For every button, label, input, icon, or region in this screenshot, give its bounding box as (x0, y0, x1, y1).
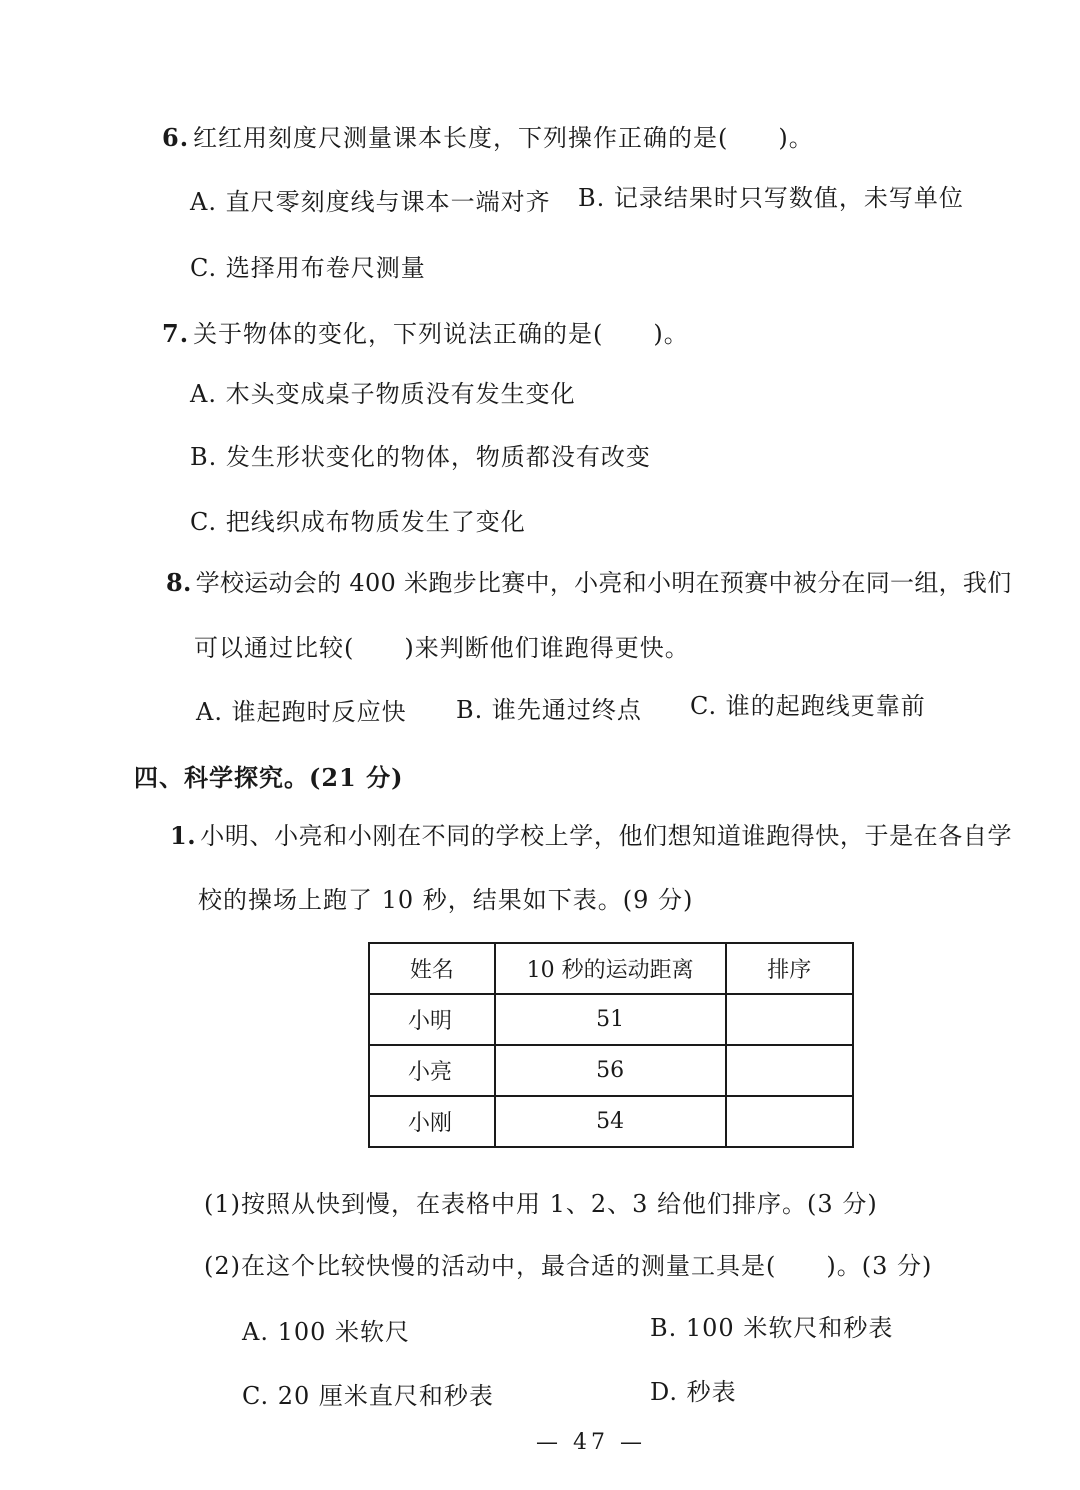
cell-rank[interactable] (726, 1045, 853, 1096)
sub2-option-a: A. 100 米软尺 (242, 1318, 411, 1346)
section4-question-1 (170, 816, 1012, 851)
question-stem: 关于物体的变化，下列说法正确的是( )。 (193, 320, 689, 348)
q8-option-c: C. 谁的起跑线更靠前 (690, 692, 926, 720)
table-header-row (369, 943, 853, 994)
header-distance: 10 秒的运动距离 (495, 943, 726, 994)
table-row (369, 1045, 853, 1096)
q7-option-b: B. 发生形状变化的物体，物质都没有改变 (190, 443, 651, 471)
cell-distance: 56 (495, 1045, 726, 1096)
question-number: 7. (162, 319, 190, 348)
sub-question-2: (2)在这个比较快慢的活动中，最合适的测量工具是( )。(3 分) (204, 1252, 933, 1280)
q6-option-c: C. 选择用布卷尺测量 (190, 254, 426, 282)
q7-option-c: C. 把线织成布物质发生了变化 (190, 508, 526, 536)
q8-option-a: A. 谁起跑时反应快 (196, 698, 407, 726)
sub2-option-d: D. 秒表 (650, 1378, 737, 1406)
cell-rank[interactable] (726, 994, 853, 1045)
question-8 (166, 563, 1012, 598)
q8-stem-line2: 可以通过比较( )来判断他们谁跑得更快。 (194, 634, 690, 662)
question-number: 8. (166, 568, 192, 597)
q7-option-a: A. 木头变成桌子物质没有发生变化 (190, 380, 576, 408)
q6-option-a: A. 直尺零刻度线与课本一端对齐 (190, 188, 551, 216)
sub-question-1: (1)按照从快到慢，在表格中用 1、2、3 给他们排序。(3 分) (204, 1190, 878, 1218)
q8-option-b: B. 谁先通过终点 (456, 696, 642, 724)
sub2-option-b: B. 100 米软尺和秒表 (650, 1314, 894, 1342)
cell-name: 小亮 (369, 1045, 495, 1096)
section4-q1-line2: 校的操场上跑了 10 秒，结果如下表。(9 分) (198, 886, 694, 914)
question-stem: 小明、小亮和小刚在不同的学校上学，他们想知道谁跑得快，于是在各自学 (200, 822, 1013, 850)
cell-distance: 54 (495, 1096, 726, 1147)
sub2-option-c: C. 20 厘米直尺和秒表 (242, 1382, 494, 1410)
cell-distance: 51 (495, 994, 726, 1045)
question-6 (162, 118, 814, 153)
cell-name: 小明 (369, 994, 495, 1045)
question-stem: 红红用刻度尺测量课本长度，下列操作正确的是( )。 (193, 124, 814, 152)
question-number: 1. (170, 821, 197, 850)
question-number: 6. (162, 123, 190, 152)
question-stem: 学校运动会的 400 米跑步比赛中，小亮和小明在预赛中被分在同一组，我们 (195, 569, 1012, 597)
q6-option-b: B. 记录结果时只写数值，未写单位 (578, 184, 964, 212)
section-heading: 四、科学探究。(21 分) (134, 763, 404, 792)
question-7 (162, 314, 689, 349)
header-rank: 排序 (726, 943, 853, 994)
results-table (368, 942, 854, 1148)
table-row (369, 994, 853, 1045)
page-number: — 47 — (536, 1430, 646, 1455)
table-row (369, 1096, 853, 1147)
header-name: 姓名 (369, 943, 495, 994)
cell-name: 小刚 (369, 1096, 495, 1147)
cell-rank[interactable] (726, 1096, 853, 1147)
